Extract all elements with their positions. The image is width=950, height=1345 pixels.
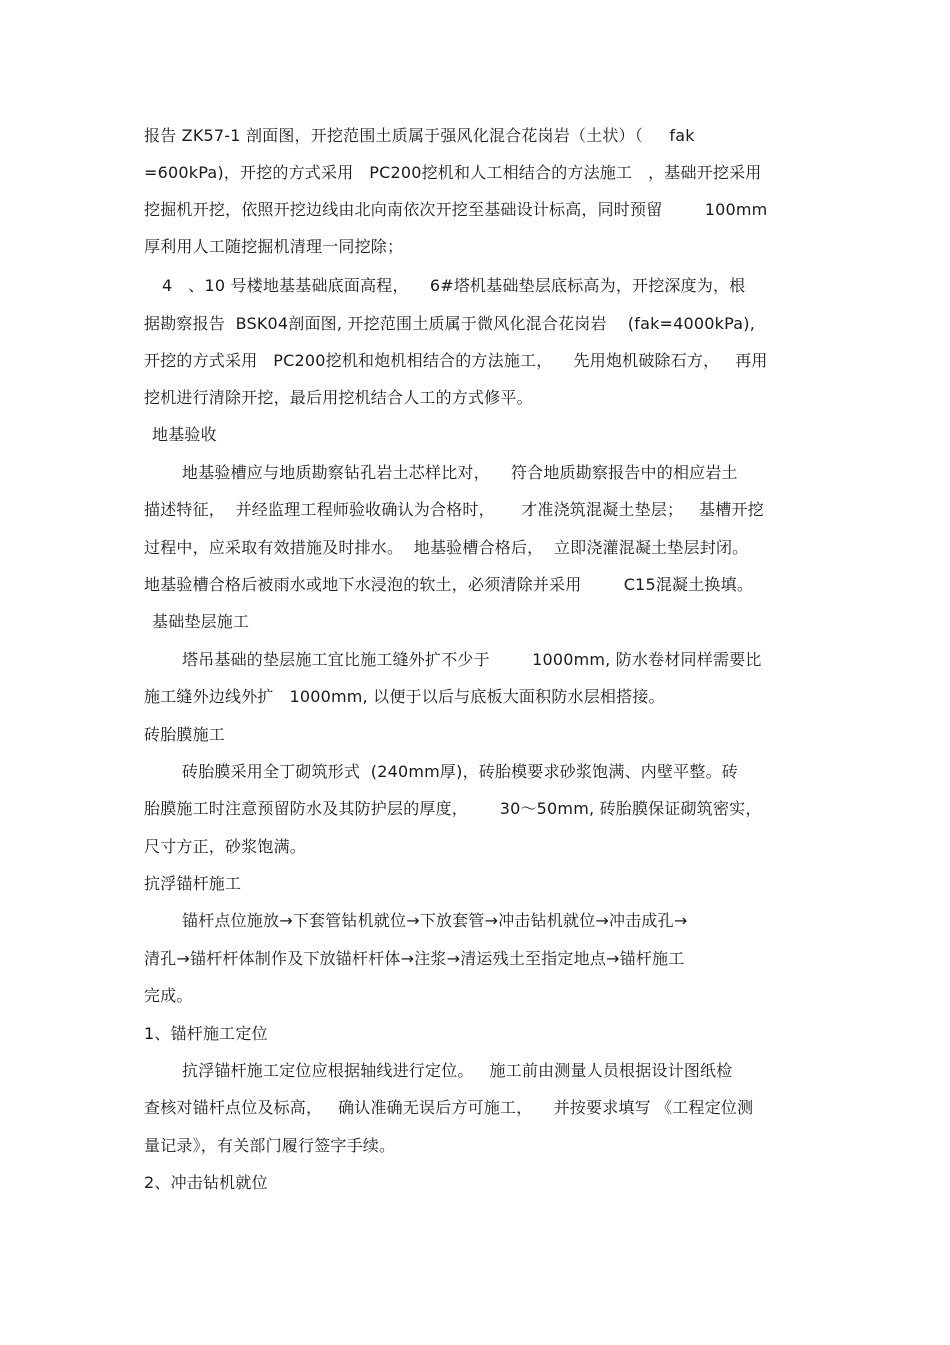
section-heading: 抗浮锚杆施工 xyxy=(144,874,242,893)
text-line: 塔吊基础的垫层施工宜比施工缝外扩不少于 1000mm, 防水卷材同样需要比 xyxy=(182,650,762,669)
text-line: 挖掘机开挖，依照开挖边线由北向南依次开挖至基础设计标高，同时预留 100mm xyxy=(144,200,768,219)
text-line: 厚利用人工随挖掘机清理一同挖除； xyxy=(144,237,404,256)
text-line: 描述特征， 并经监理工程师验收确认为合格时， 才准浇筑混凝土垫层； 基槽开挖 xyxy=(144,500,764,519)
text-line: 锚杆点位施放→下套管钻机就位→下放套管→冲击钻机就位→冲击成孔→ xyxy=(182,911,688,930)
text-line: 抗浮锚杆施工定位应根据轴线进行定位。 施工前由测量人员根据设计图纸检 xyxy=(182,1061,733,1080)
text-line: 施工缝外边线外扩 1000mm, 以便于以后与底板大面积防水层相搭接。 xyxy=(144,687,665,706)
subsection-heading: 1、锚杆施工定位 xyxy=(144,1024,268,1043)
text-line: 地基验槽合格后被雨水或地下水浸泡的软土，必须清除并采用 C15混凝土换填。 xyxy=(144,575,754,594)
text-line: 完成。 xyxy=(144,986,193,1005)
text-line: 砖胎膜采用全丁砌筑形式 (240mm厚)，砖胎模要求砂浆饱满、内壁平整。砖 xyxy=(182,762,738,781)
text-line: 4 、10 号楼地基基础底面高程， 6#塔机基础垫层底标高为，开挖深度为，根 xyxy=(162,276,746,295)
section-heading: 地基验收 xyxy=(152,425,217,444)
subsection-heading: 2、冲击钻机就位 xyxy=(144,1173,268,1192)
text-line: 量记录》，有关部门履行签字手续。 xyxy=(144,1136,396,1155)
text-line: 尺寸方正，砂浆饱满。 xyxy=(144,837,307,856)
text-line: 据勘察报告 BSK04剖面图, 开挖范围土质属于微风化混合花岗岩 (fak=4000kPa), xyxy=(144,314,755,333)
section-heading: 基础垫层施工 xyxy=(152,612,250,631)
text-line: 过程中，应采取有效措施及时排水。 地基验槽合格后， 立即浇灌混凝土垫层封闭。 xyxy=(144,538,749,557)
section-heading: 砖胎膜施工 xyxy=(144,725,226,744)
text-line: =600kPa)，开挖的方式采用 PC200挖机和人工相结合的方法施工 ，基础开挖采用 xyxy=(144,163,762,182)
text-line: 清孔→锚杆杆体制作及下放锚杆杆体→注浆→清运残土至指定地点→锚杆施工 xyxy=(144,949,685,968)
text-line: 地基验槽应与地质勘察钻孔岩土芯样比对， 符合地质勘察报告中的相应岩土 xyxy=(182,463,738,482)
text-line: 挖机进行清除开挖，最后用挖机结合人工的方式修平。 xyxy=(144,388,533,407)
text-line: 报告 ZK57-1 剖面图，开挖范围土质属于强风化混合花岗岩（土状）（ fak xyxy=(144,126,695,145)
text-line: 查核对锚杆点位及标高， 确认准确无误后方可施工， 并按要求填写 《工程定位测 xyxy=(144,1098,754,1117)
text-line: 胎膜施工时注意预留防水及其防护层的厚度， 30～50mm, 砖胎膜保证砌筑密实， xyxy=(144,799,762,818)
text-line: 开挖的方式采用 PC200挖机和炮机相结合的方法施工， 先用炮机破除石方， 再用 xyxy=(144,351,768,370)
